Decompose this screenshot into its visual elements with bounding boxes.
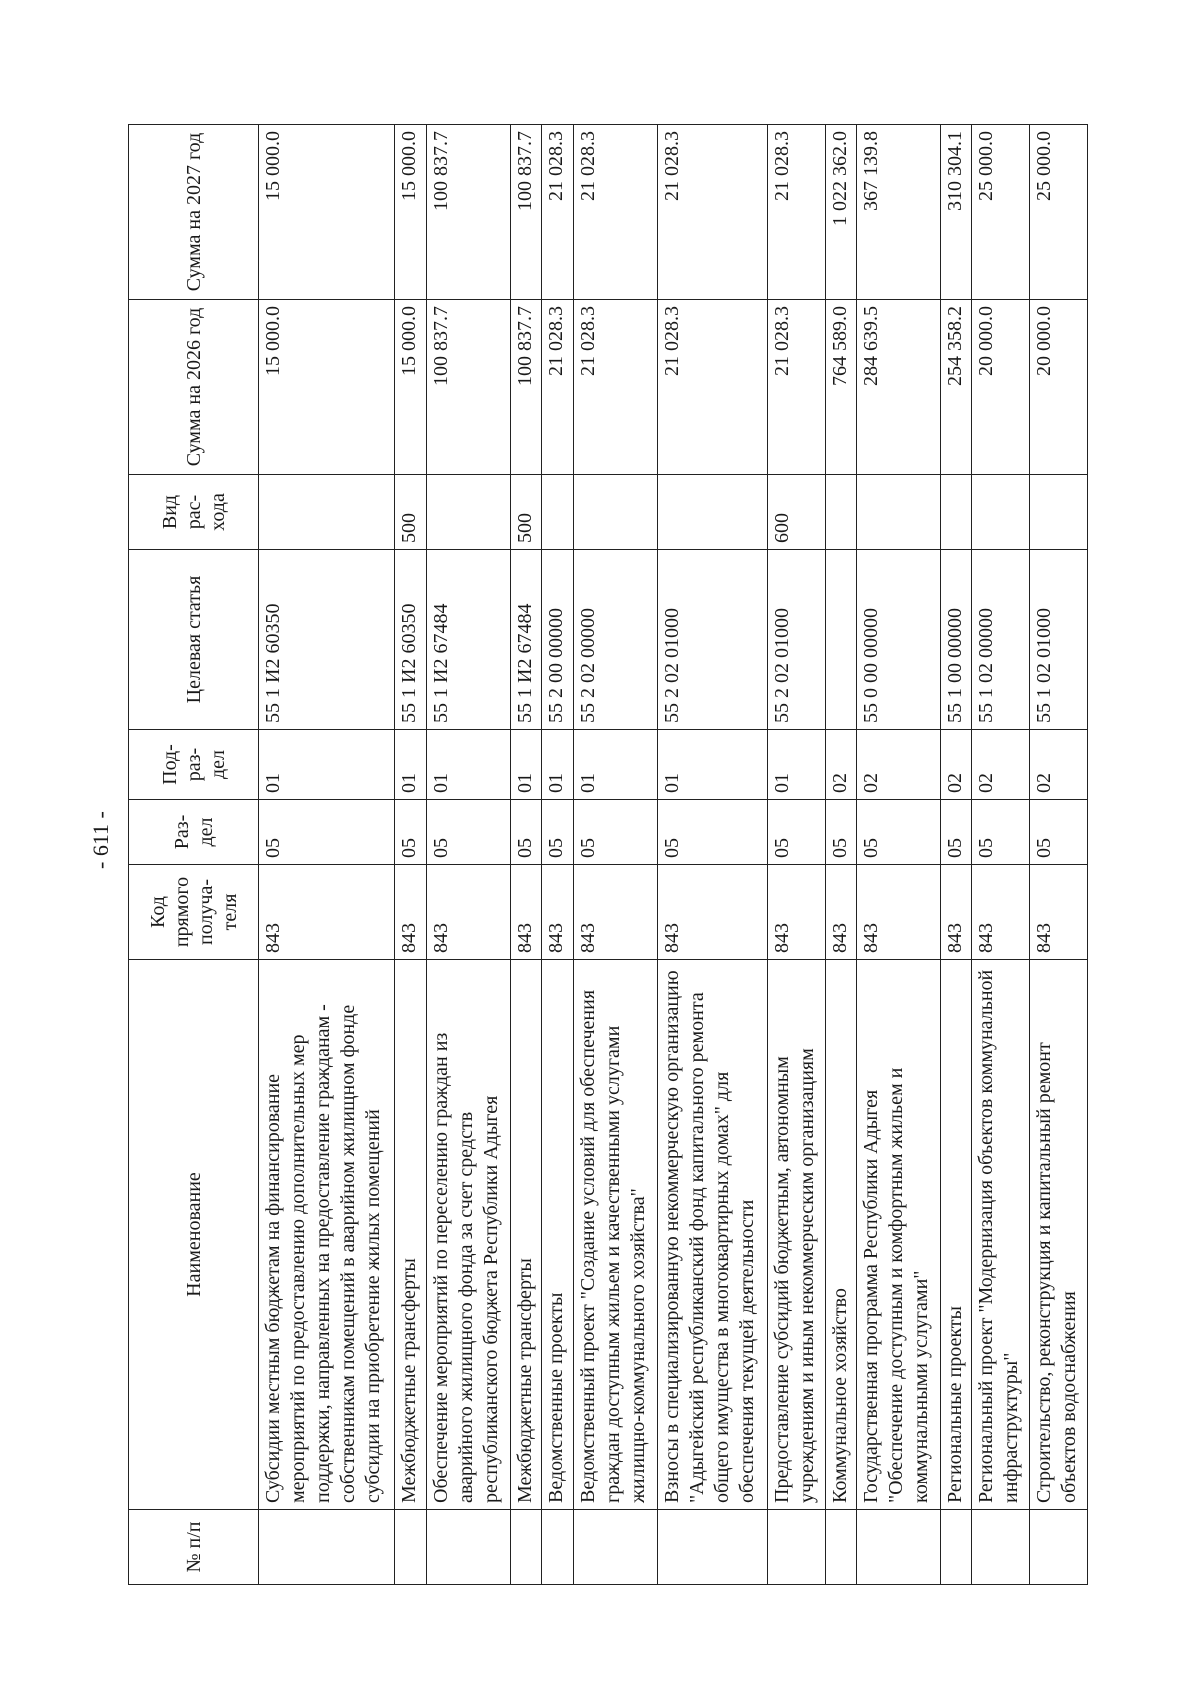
cell-vid: 500 — [395, 475, 426, 550]
table-body — [259, 125, 1088, 1585]
cell-statya: 55 1 И2 67484 — [426, 550, 510, 730]
table-row — [395, 125, 426, 1585]
cell-code: 843 — [940, 865, 971, 960]
cell-code: 843 — [767, 865, 825, 960]
cell-sum-2027: 100 837.7 — [426, 125, 510, 300]
rotated-table-container — [128, 125, 1088, 1585]
cell-razdel: 05 — [542, 800, 573, 865]
cell-sum-2026: 21 028.3 — [542, 300, 573, 475]
cell-name: Взносы в специализированную некоммерческую организацию "Адыгейский республиканский фонд капитального ремонта общего имущества в многоквартирных домах" для обеспечения текущей деятельности — [657, 960, 767, 1510]
cell-statya: 55 2 02 01000 — [657, 550, 767, 730]
header-sum-2027: Сумма на 2027 год — [129, 125, 259, 300]
cell-razdel: 05 — [857, 800, 941, 865]
cell-num — [573, 1510, 657, 1585]
cell-code: 843 — [259, 865, 395, 960]
cell-statya: 55 0 00 00000 — [857, 550, 941, 730]
cell-sum-2027: 100 837.7 — [510, 125, 541, 300]
cell-name: Предоставление субсидий бюджетным, автономным учреждениям и иным некоммерческим организациям — [767, 960, 825, 1510]
cell-name: Коммунальное хозяйство — [825, 960, 856, 1510]
cell-statya: 55 1 И2 60350 — [259, 550, 395, 730]
cell-vid — [972, 475, 1030, 550]
cell-code: 843 — [657, 865, 767, 960]
cell-sum-2026: 764 589.0 — [825, 300, 856, 475]
cell-razdel: 05 — [259, 800, 395, 865]
cell-code: 843 — [573, 865, 657, 960]
cell-sum-2027: 21 028.3 — [767, 125, 825, 300]
table-row — [426, 125, 510, 1585]
cell-name: Ведомственные проекты — [542, 960, 573, 1510]
cell-sum-2026: 15 000.0 — [259, 300, 395, 475]
cell-razdel: 05 — [573, 800, 657, 865]
cell-code: 843 — [395, 865, 426, 960]
cell-sum-2026: 100 837.7 — [426, 300, 510, 475]
cell-statya: 55 2 02 01000 — [767, 550, 825, 730]
cell-podrazdel: 02 — [825, 730, 856, 800]
table-row — [825, 125, 856, 1585]
header-row — [129, 125, 259, 1585]
cell-sum-2026: 20 000.0 — [1030, 300, 1088, 475]
cell-num — [395, 1510, 426, 1585]
cell-sum-2027: 367 139.8 — [857, 125, 941, 300]
cell-statya: 55 1 00 00000 — [940, 550, 971, 730]
header-vid: Вид рас-хода — [129, 475, 259, 550]
cell-sum-2027: 1 022 362.0 — [825, 125, 856, 300]
cell-statya — [825, 550, 856, 730]
header-statya: Целевая статья — [129, 550, 259, 730]
table-row — [1030, 125, 1088, 1585]
cell-sum-2027: 21 028.3 — [542, 125, 573, 300]
cell-num — [767, 1510, 825, 1585]
cell-sum-2027: 21 028.3 — [657, 125, 767, 300]
cell-razdel: 05 — [510, 800, 541, 865]
cell-num — [259, 1510, 395, 1585]
cell-vid — [657, 475, 767, 550]
cell-vid — [542, 475, 573, 550]
page-number: - 611 - — [88, 811, 113, 869]
cell-razdel: 05 — [657, 800, 767, 865]
cell-vid — [940, 475, 971, 550]
table-row — [767, 125, 825, 1585]
cell-vid: 500 — [510, 475, 541, 550]
cell-statya: 55 1 02 01000 — [1030, 550, 1088, 730]
table-row — [542, 125, 573, 1585]
cell-code: 843 — [542, 865, 573, 960]
cell-podrazdel: 02 — [1030, 730, 1088, 800]
cell-name: Ведомственный проект "Создание условий для обеспечения граждан доступным жильем и качественными услугами жилищно-коммунального хозяйства" — [573, 960, 657, 1510]
cell-code: 843 — [825, 865, 856, 960]
cell-code: 843 — [972, 865, 1030, 960]
cell-sum-2026: 284 639.5 — [857, 300, 941, 475]
cell-sum-2026: 21 028.3 — [657, 300, 767, 475]
cell-razdel: 05 — [972, 800, 1030, 865]
cell-num — [825, 1510, 856, 1585]
table-row — [857, 125, 941, 1585]
cell-name: Региональный проект "Модернизация объектов коммунальной инфраструктуры" — [972, 960, 1030, 1510]
cell-razdel: 05 — [940, 800, 971, 865]
cell-name: Межбюджетные трансферты — [510, 960, 541, 1510]
cell-podrazdel: 01 — [426, 730, 510, 800]
cell-podrazdel: 01 — [510, 730, 541, 800]
header-num: № п/п — [129, 1510, 259, 1585]
cell-vid — [573, 475, 657, 550]
cell-razdel: 05 — [1030, 800, 1088, 865]
cell-sum-2027: 25 000.0 — [972, 125, 1030, 300]
table-row — [573, 125, 657, 1585]
cell-vid — [1030, 475, 1088, 550]
header-code: Код прямого получа-теля — [129, 865, 259, 960]
cell-num — [972, 1510, 1030, 1585]
cell-statya: 55 2 02 00000 — [573, 550, 657, 730]
cell-code: 843 — [426, 865, 510, 960]
cell-num — [426, 1510, 510, 1585]
cell-vid — [426, 475, 510, 550]
cell-sum-2027: 15 000.0 — [259, 125, 395, 300]
cell-name: Субсидии местным бюджетам на финансирование мероприятий по предоставлению дополнительных мер поддержки, направленных на предоставление гражданам - собственникам помещений в аварийном жилищном фонде субсидии на приобретение жилых помещений — [259, 960, 395, 1510]
budget-table — [128, 124, 1088, 1585]
cell-name: Государственная программа Республики Адыгея "Обеспечение доступным и комфортным жильем и коммунальными услугами" — [857, 960, 941, 1510]
cell-vid — [259, 475, 395, 550]
cell-sum-2026: 100 837.7 — [510, 300, 541, 475]
cell-num — [542, 1510, 573, 1585]
cell-podrazdel: 01 — [395, 730, 426, 800]
cell-razdel: 05 — [395, 800, 426, 865]
cell-podrazdel: 02 — [972, 730, 1030, 800]
cell-num — [510, 1510, 541, 1585]
table-row — [972, 125, 1030, 1585]
cell-num — [857, 1510, 941, 1585]
cell-name: Строительство, реконструкция и капитальный ремонт объектов водоснабжения — [1030, 960, 1088, 1510]
cell-sum-2026: 21 028.3 — [767, 300, 825, 475]
cell-sum-2027: 310 304.1 — [940, 125, 971, 300]
cell-name: Региональные проекты — [940, 960, 971, 1510]
cell-num — [940, 1510, 971, 1585]
header-sum-2026: Сумма на 2026 год — [129, 300, 259, 475]
cell-sum-2026: 15 000.0 — [395, 300, 426, 475]
cell-podrazdel: 01 — [542, 730, 573, 800]
cell-name: Межбюджетные трансферты — [395, 960, 426, 1510]
cell-statya: 55 1 02 00000 — [972, 550, 1030, 730]
cell-statya: 55 1 И2 67484 — [510, 550, 541, 730]
cell-razdel: 05 — [767, 800, 825, 865]
cell-podrazdel: 01 — [259, 730, 395, 800]
cell-sum-2026: 21 028.3 — [573, 300, 657, 475]
cell-vid — [857, 475, 941, 550]
cell-sum-2027: 15 000.0 — [395, 125, 426, 300]
cell-code: 843 — [510, 865, 541, 960]
cell-num — [657, 1510, 767, 1585]
cell-vid: 600 — [767, 475, 825, 550]
cell-sum-2026: 20 000.0 — [972, 300, 1030, 475]
header-razdel: Раз-дел — [129, 800, 259, 865]
cell-podrazdel: 01 — [767, 730, 825, 800]
cell-name: Обеспечение мероприятий по переселению граждан из аварийного жилищного фонда за счет средств республиканского бюджета Республики Адыгея — [426, 960, 510, 1510]
cell-sum-2027: 21 028.3 — [573, 125, 657, 300]
header-podrazdel: Под-раз-дел — [129, 730, 259, 800]
cell-code: 843 — [1030, 865, 1088, 960]
header-name: Наименование — [129, 960, 259, 1510]
cell-razdel: 05 — [825, 800, 856, 865]
table-row — [940, 125, 971, 1585]
cell-sum-2026: 254 358.2 — [940, 300, 971, 475]
cell-podrazdel: 01 — [657, 730, 767, 800]
cell-podrazdel: 01 — [573, 730, 657, 800]
cell-num — [1030, 1510, 1088, 1585]
cell-statya: 55 2 00 00000 — [542, 550, 573, 730]
cell-code: 843 — [857, 865, 941, 960]
cell-razdel: 05 — [426, 800, 510, 865]
cell-vid — [825, 475, 856, 550]
table-row — [510, 125, 541, 1585]
cell-statya: 55 1 И2 60350 — [395, 550, 426, 730]
cell-sum-2027: 25 000.0 — [1030, 125, 1088, 300]
cell-podrazdel: 02 — [857, 730, 941, 800]
table-row — [657, 125, 767, 1585]
cell-podrazdel: 02 — [940, 730, 971, 800]
table-row — [259, 125, 395, 1585]
